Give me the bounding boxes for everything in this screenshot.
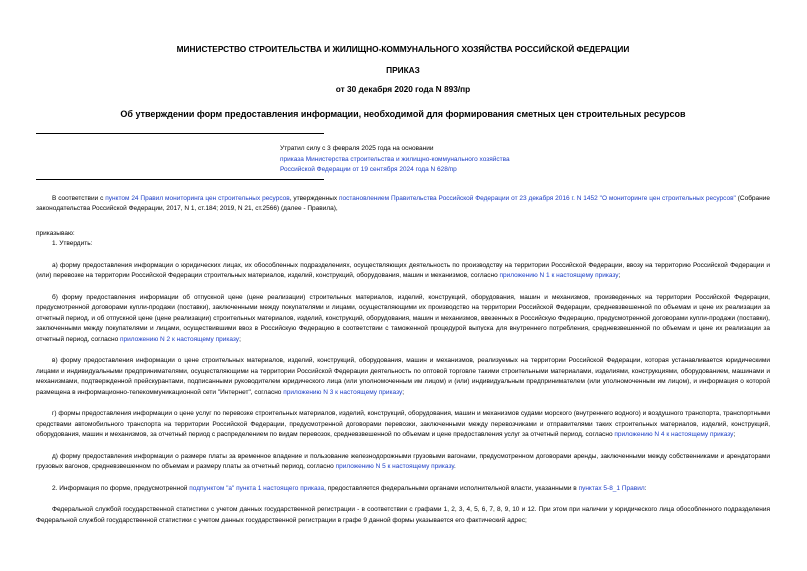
item-c-text: в) форму предоставления информации о цене строительных материалов, изделий, конструкций, оборудования, машин и механизмов, реализуемых на территории Российской Федерации, которая устанавливается юридическими лицами и индивидуальными предпринимателями, осуществляющими на территории Российской Федерации деятельность по оптовой торговле такими строительными материалами, изделиями, конструкциями, оборудованием, машинами и механизмами, подтвержденной прейскурантами, подписанными руководителем юридического лица (или уполномоченным им лицом) и (или) индивидуальным предпринимателем (или уполномоченным им лицом), и информация о которой размещена в информационно-телекоммуникационной сети "Интернет", согласно: [36, 357, 770, 396]
paragraph-2-text-3: :: [644, 484, 647, 492]
subpoint-a-link[interactable]: подпунктом "а" пункта 1 настоящего приказа: [189, 484, 325, 492]
item-b-text: б) форму предоставления информации об отпускной цене (цене реализации) строительных материалов, изделий, конструкций, оборудования, машин и механизмов, произведенных на территории Российской Федерации, предусмотренной договорами купли-продажи (поставки), заключенными между покупателями и лицами, осуществляющими их производство на территории Российской Федерации, средневзвешенной по объемам и цене их реализации за отчетный период, и об отпускной цене (цене реализации) строительных материалов, изделий, конструкций, оборудования, машин и механизмов, ввезенных в Российскую Федерацию, предусмотренной договорами купли-продажи (поставки), заключенными между покупателями и лицами, осуществившими ввоз в Российскую Федерацию в соответствии с таможенной процедурой выпуска для внутреннего потребления, средневзвешенной по объемам и цене их реализации за отчетный период, согласно: [36, 293, 770, 343]
appendix-3-link[interactable]: приложению N 3 к настоящему приказу: [283, 388, 403, 396]
item-c-end: ;: [402, 388, 405, 396]
ministry-heading: МИНИСТЕРСТВО СТРОИТЕЛЬСТВА И ЖИЛИЩНО-КОММУНАЛЬНОГО ХОЗЯЙСТВА РОССИЙСКОЙ ФЕДЕРАЦИИ: [176, 44, 630, 54]
repeal-order-link-line1: приказа Министерства строительства и жилищно-коммунального хозяйства: [280, 155, 510, 163]
item-e-end: .: [453, 463, 456, 470]
item-a: [36, 261, 770, 282]
document-title: Об утверждении форм предоставления информации, необходимой для формирования сметных цен строительных ресурсов: [120, 109, 686, 119]
item-e-text: д) форму предоставления информации о размере платы за временное владение и пользование железнодорожными грузовыми вагонами, предусмотренном договорами аренды, заключенными между собственниками и арендаторами грузовых вагонов, средневзвешенном по объемам и размеру платы за отчетный период, согласно: [36, 452, 770, 470]
paragraph-2: [36, 484, 770, 495]
appendix-1-link[interactable]: приложению N 1 к настоящему приказу: [499, 272, 619, 279]
intro-text-3: (Собрание законодательства Российской Федерации, 2017, N 1, ст.184; 2019, N 21, ст.2566) (далее - Правила),: [36, 194, 770, 212]
rules-points-5-8-link[interactable]: пунктах 5-8_1 Правил: [578, 484, 645, 492]
item-d: [36, 409, 770, 441]
appendix-2-link[interactable]: приложению N 2 к настоящему приказу: [120, 335, 240, 343]
paragraph-3: Федеральной службой государственной статистики с учетом данных государственной регистрации - в соответствии с графами 1, 2, 3, 4, 5, 6, 7, 8, 9, 10 и 12. При этом при наличии у юридического лица обособленного подразделения Федеральной службой государственной статистики с учетом данных государственной регистрации в графе 9 данной формы указывается его фактический адрес;: [36, 506, 770, 524]
document-date-number: от 30 декабря 2020 года N 893/пр: [335, 84, 471, 94]
status-note: [280, 144, 580, 176]
item-e: [36, 452, 770, 473]
item-c: [36, 356, 770, 398]
item-a-text: а) форму предоставления информации о юридических лицах, их обособленных подразделениях, осуществляющих деятельность по производству на территории Российской Федерации, ввозу на территорию Российской Федерации и (или) перевозке на территории Российской Федерации строительных материалов, изделий, конструкций, оборудования, машин и механизмов, согласно: [36, 261, 770, 279]
appendix-4-link[interactable]: приложению N 4 к настоящему приказу: [614, 431, 734, 438]
government-decree-link[interactable]: постановлением Правительства Российской Федерации от 23 декабря 2016 г. N 1452 "О мониторинге цен строительных ресурсов": [338, 194, 736, 202]
item-b: [36, 293, 770, 346]
intro-text-2: , утвержденных: [289, 194, 339, 202]
divider-top: [36, 133, 324, 134]
item-b-end: ;: [239, 335, 241, 343]
repeal-order-link[interactable]: [280, 156, 510, 174]
paragraph-2-text-2: , предоставляется федеральными органами исполнительной власти, указанными в: [324, 484, 579, 492]
status-note-line: Утратил силу с 3 февраля 2025 года на основании: [280, 145, 434, 152]
divider-bottom: [36, 179, 324, 180]
item-d-text: г) формы предоставления информации о цене услуг по перевозке строительных материалов, изделий, конструкций, оборудования, машин и механизмов судами морского (внутреннего водного) и воздушного транспорта, транспортными средствами автомобильного транспорта на территории Российской Федерации, предусмотренной договорами перевозки, заключенными между перевозчиками и отправителями таких строительных материалов, изделий, конструкций, оборудования, машин и механизмов, за отчетный период с распределением по видам перевозок, средневзвешенной по объемам и цене предоставления услуг за отчетный период, согласно: [36, 410, 770, 438]
paragraph-2-text-1: 2. Информация по форме, предусмотренной: [52, 484, 190, 492]
intro-paragraph: [36, 194, 770, 215]
rules-point-24-link[interactable]: пунктом 24 Правил мониторинга цен строительных ресурсов: [105, 194, 290, 202]
item-d-end: ;: [733, 431, 736, 438]
orders-text: приказываю:: [36, 229, 75, 237]
document-page: [36, 0, 770, 526]
item-a-end: ;: [618, 272, 621, 279]
appendix-5-link[interactable]: приложению N 5 к настоящему приказу: [335, 463, 454, 470]
repeal-order-link-line2: Российской Федерации от 19 сентября 2024 года N 628/пр: [280, 166, 457, 173]
intro-text-1: В соответствии с: [52, 194, 106, 202]
approve-text: 1. Утвердить:: [52, 240, 93, 247]
document-type: ПРИКАЗ: [386, 65, 420, 75]
